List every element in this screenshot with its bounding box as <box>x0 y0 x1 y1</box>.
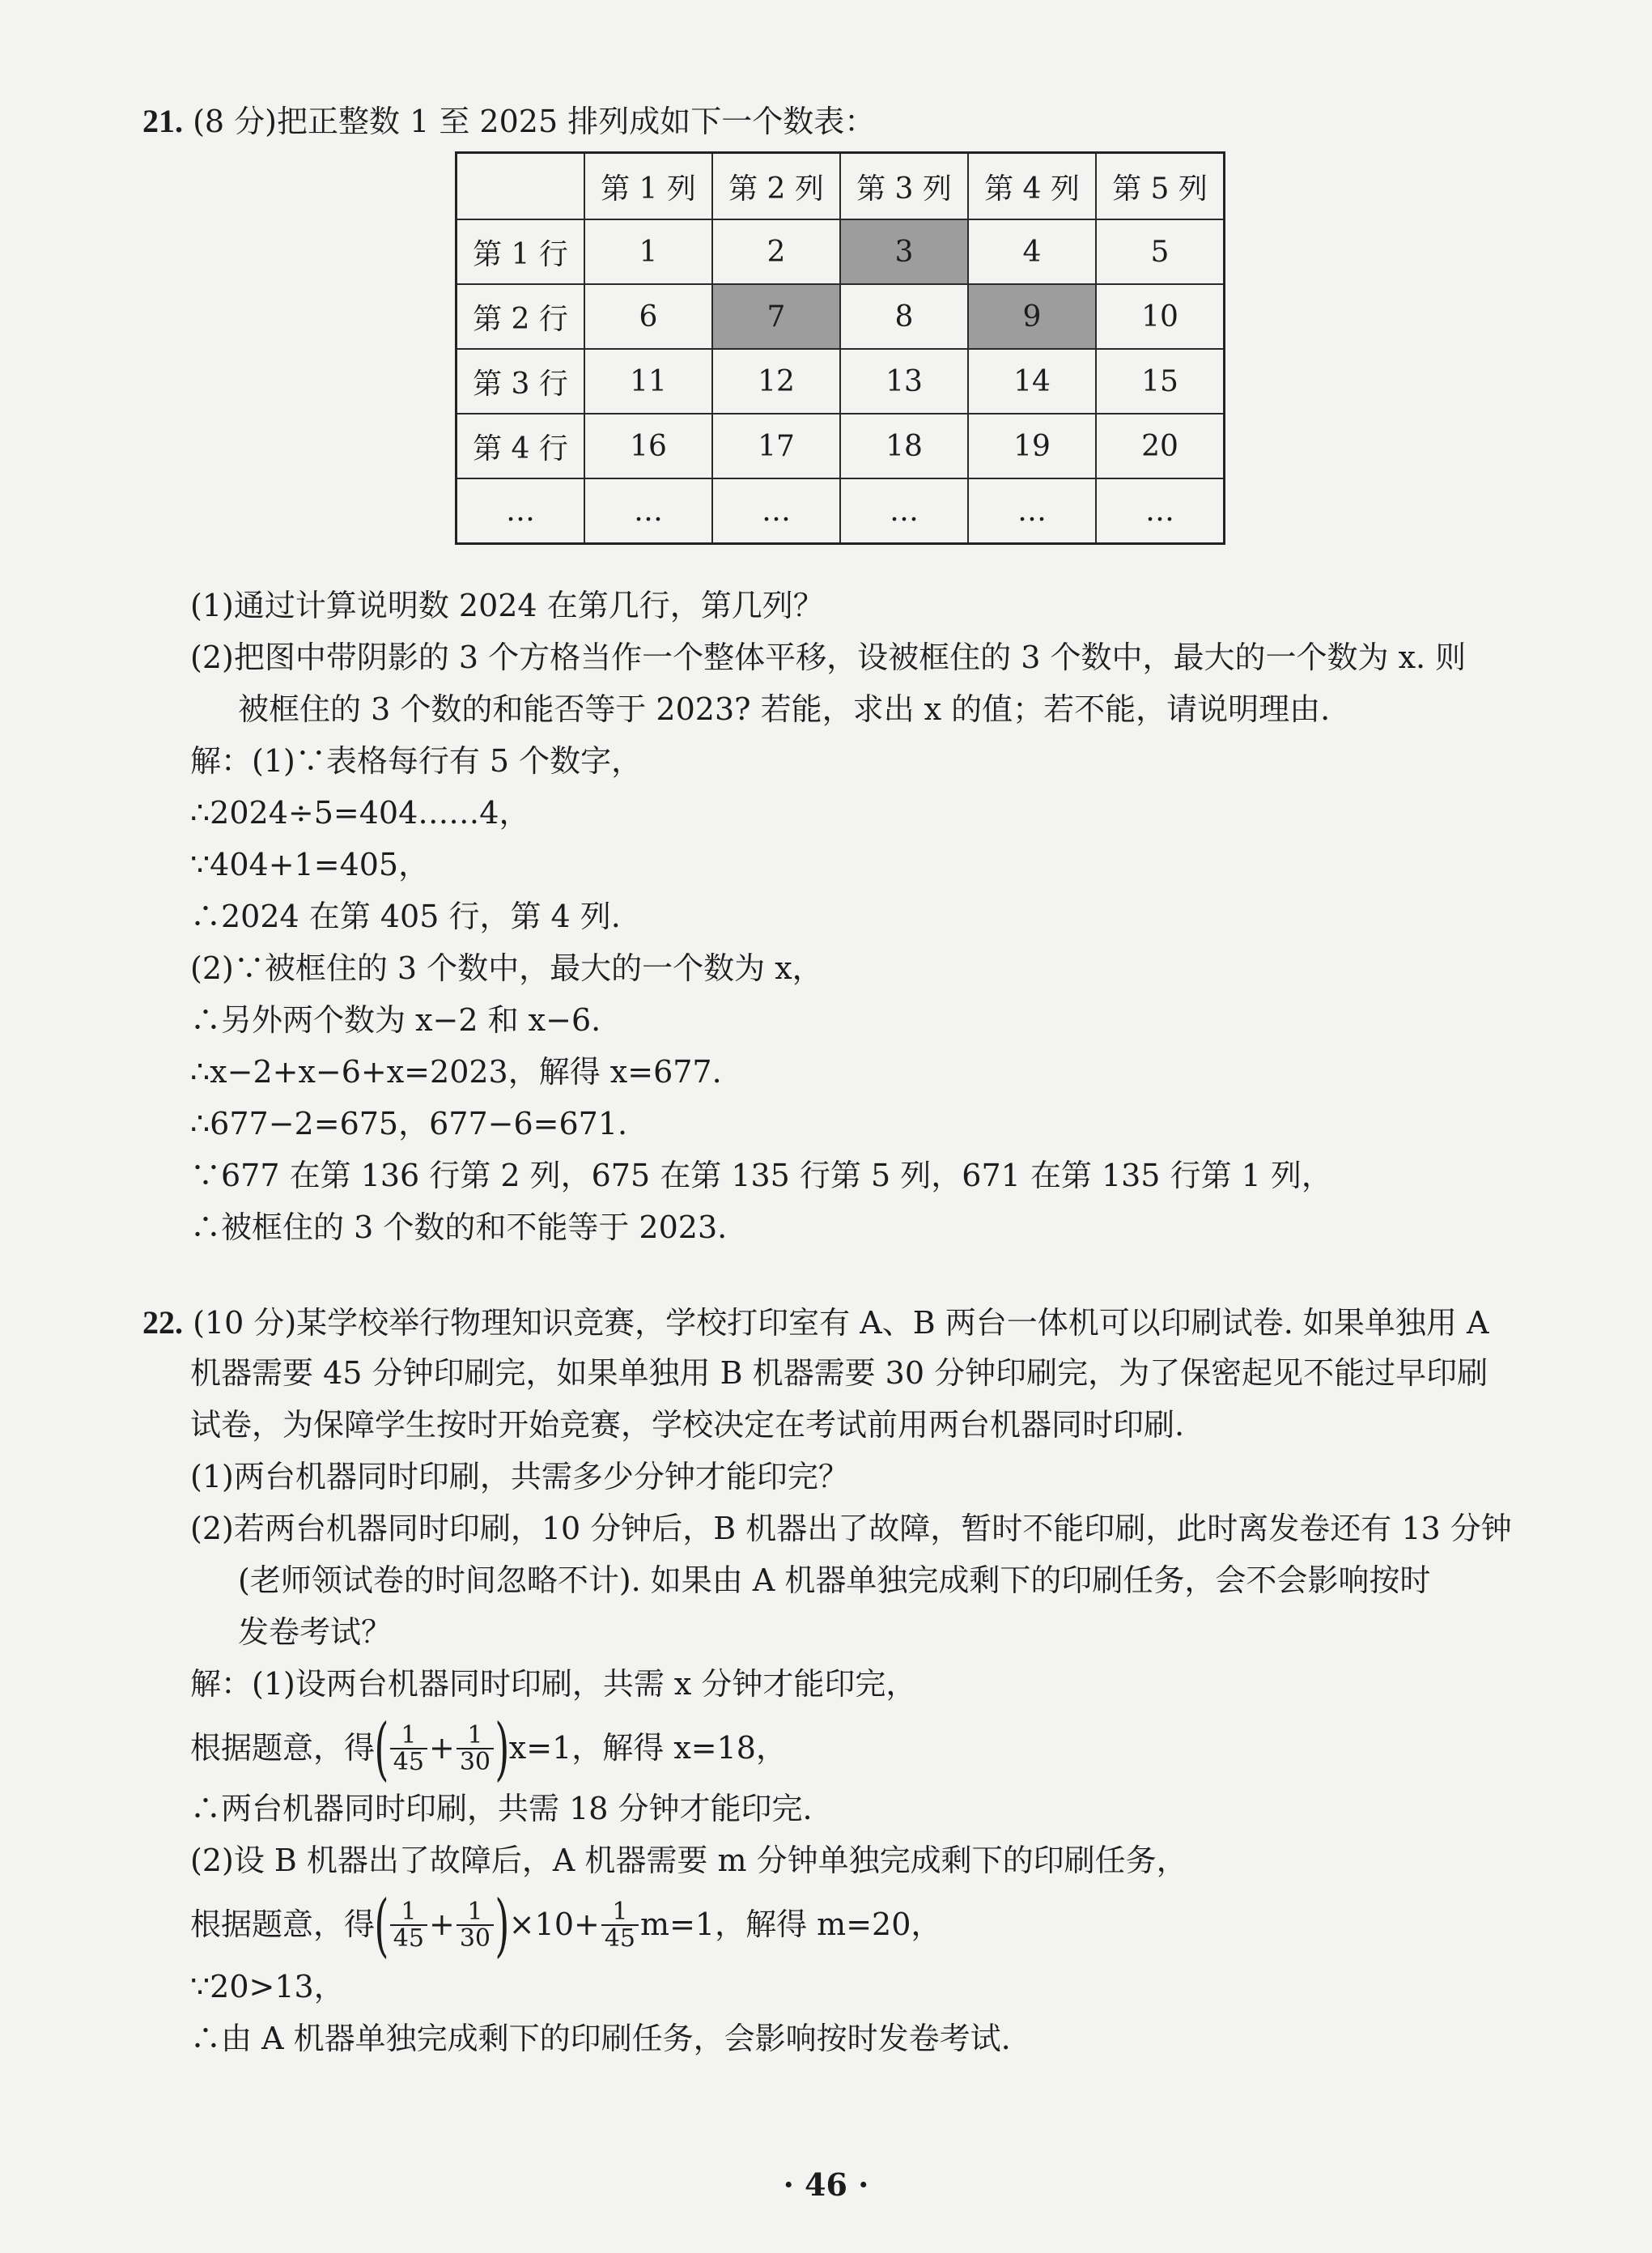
row-header-cell: 第 3 行 <box>457 349 585 414</box>
q22-equation-1 <box>190 1709 787 1788</box>
equation-suffix: m=1，解得 m=20， <box>640 1907 942 1943</box>
plus-sign: + <box>428 1907 455 1943</box>
table-row <box>457 219 1225 284</box>
q22-intro-line1 <box>142 1303 1488 1342</box>
shaded-cell: 7 <box>712 284 840 349</box>
row-header-cell: 第 2 行 <box>457 284 585 349</box>
fraction-denominator: 30 <box>459 1748 491 1776</box>
ellipsis-cell: … <box>1096 478 1225 544</box>
q22-solution-line: ∴两台机器同时印刷，共需 18 分钟才能印完. <box>190 1791 813 1826</box>
equation-prefix: 根据题意，得 <box>190 1730 376 1766</box>
q21-solution-line: (2)∵被框住的 3 个数中，最大的一个数为 x， <box>190 950 823 986</box>
q21-solution-line: ∴被框住的 3 个数的和不能等于 2023. <box>190 1209 728 1245</box>
q21-solution-line: ∴另外两个数为 x−2 和 x−6. <box>190 1002 601 1038</box>
q22-part2-line3: 发卷考试？ <box>238 1614 393 1650</box>
ellipsis-cell: … <box>457 478 585 544</box>
q22-part2-line1: (2)若两台机器同时印刷，10 分钟后，B 机器出了故障，暂时不能印刷，此时离发卷还有 13 分钟 <box>190 1511 1512 1546</box>
fraction <box>601 1899 639 1952</box>
ellipsis-cell: … <box>840 478 968 544</box>
table-cell: 6 <box>584 284 712 349</box>
q21-solution-line: ∴x−2+x−6+x=2023，解得 x=677. <box>190 1054 722 1090</box>
right-paren: ) <box>495 1885 510 1965</box>
fraction-denominator: 45 <box>393 1924 424 1953</box>
fraction-numerator: 1 <box>601 1899 639 1927</box>
row-header-cell: 第 1 行 <box>457 219 585 284</box>
fraction-denominator: 45 <box>604 1924 636 1953</box>
table-row <box>457 284 1225 349</box>
q21-number: 21. <box>142 103 183 139</box>
table-cell: 11 <box>584 349 712 414</box>
shaded-cell: 3 <box>840 219 968 284</box>
table-row <box>457 478 1225 544</box>
q22-solution-line: (2)设 B 机器出了故障后，A 机器需要 m 分钟单独完成剩下的印刷任务， <box>190 1843 1187 1878</box>
table-cell: 20 <box>1096 414 1225 478</box>
table-cell: 10 <box>1096 284 1225 349</box>
q21-solution-line: ∴2024 在第 405 行，第 4 列. <box>190 899 621 934</box>
table-header-cell: 第 3 列 <box>840 153 968 220</box>
left-paren: ( <box>374 1709 389 1788</box>
table-cell: 18 <box>840 414 968 478</box>
q21-part2-line1: (2)把图中带阴影的 3 个方格当作一个整体平移，设被框住的 3 个数中，最大的一个数为 x. 则 <box>190 640 1467 675</box>
plus-sign: + <box>428 1730 455 1766</box>
ellipsis-cell: … <box>584 478 712 544</box>
q22-part1: (1)两台机器同时印刷，共需多少分钟才能印完？ <box>190 1459 849 1494</box>
q22-intro-line3: 试卷，为保障学生按时开始竞赛，学校决定在考试前用两台机器同时印刷. <box>190 1407 1185 1443</box>
q21-part2-line2: 被框住的 3 个数的和能否等于 2023? 若能，求出 x 的值；若不能，请说明理由. <box>238 691 1331 727</box>
table-cell: 19 <box>968 414 1096 478</box>
q22-part2-line2: (老师领试卷的时间忽略不计). 如果由 A 机器单独完成剩下的印刷任务，会不会影响按时 <box>238 1562 1431 1598</box>
table-header-cell: 第 2 列 <box>712 153 840 220</box>
page-number: · 46 · <box>783 2166 869 2203</box>
q21-solution-line: ∵404+1=405， <box>190 847 430 882</box>
table-cell: 4 <box>968 219 1096 284</box>
fraction-numerator: 1 <box>457 1723 494 1750</box>
fraction-numerator: 1 <box>457 1899 494 1927</box>
equation-middle: ×10+ <box>508 1907 600 1943</box>
q22-solution-line: ∵20>13， <box>190 1969 345 2004</box>
table-header-cell: 第 1 列 <box>584 153 712 220</box>
fraction <box>457 1899 494 1952</box>
fraction-numerator: 1 <box>390 1899 427 1927</box>
fraction-numerator: 1 <box>390 1723 427 1750</box>
q22-equation-2 <box>190 1885 942 1965</box>
table-header-cell: 第 4 列 <box>968 153 1096 220</box>
table-header-row <box>457 153 1225 220</box>
q21-solution-line: 解：(1)∵表格每行有 5 个数字， <box>190 743 643 779</box>
ellipsis-cell: … <box>712 478 840 544</box>
table-cell: 1 <box>584 219 712 284</box>
q21-intro-line <box>142 102 875 141</box>
fraction <box>390 1720 427 1776</box>
q22-intro-line2: 机器需要 45 分钟印刷完，如果单独用 B 机器需要 30 分钟印刷完，为了保密起见不能过早印刷 <box>190 1355 1488 1391</box>
table-cell: 15 <box>1096 349 1225 414</box>
table-cell: 17 <box>712 414 840 478</box>
number-table <box>455 151 1225 545</box>
fraction <box>390 1899 427 1952</box>
q21-solution-line: ∴2024÷5=404……4， <box>190 795 530 831</box>
ellipsis-cell: … <box>968 478 1096 544</box>
table-cell: 2 <box>712 219 840 284</box>
shaded-cell: 9 <box>968 284 1096 349</box>
q22-number: 22. <box>142 1304 183 1341</box>
fraction-denominator: 45 <box>393 1748 424 1776</box>
table-row <box>457 349 1225 414</box>
table-header-cell: 第 5 列 <box>1096 153 1225 220</box>
equation-prefix: 根据题意，得 <box>190 1907 376 1943</box>
fraction-denominator: 30 <box>459 1924 491 1953</box>
table-cell <box>457 153 585 220</box>
table-row <box>457 414 1225 478</box>
q21-solution-line: ∴677−2=675，677−6=671. <box>190 1106 628 1141</box>
table-cell: 12 <box>712 349 840 414</box>
right-paren: ) <box>495 1709 510 1788</box>
q22-solution-line: 解：(1)设两台机器同时印刷，共需 x 分钟才能印完， <box>190 1666 917 1702</box>
row-header-cell: 第 4 行 <box>457 414 585 478</box>
fraction <box>457 1720 494 1776</box>
table-cell: 8 <box>840 284 968 349</box>
table-cell: 13 <box>840 349 968 414</box>
q21-solution-line: ∵677 在第 136 行第 2 列，675 在第 135 行第 5 列，671 在第 135 行第 1 列， <box>190 1158 1332 1193</box>
q21-intro: (8 分)把正整数 1 至 2025 排列成如下一个数表： <box>193 104 876 139</box>
left-paren: ( <box>374 1885 389 1965</box>
table-cell: 14 <box>968 349 1096 414</box>
equation-suffix: x=1，解得 x=18， <box>508 1730 787 1766</box>
table-cell: 16 <box>584 414 712 478</box>
table-cell: 5 <box>1096 219 1225 284</box>
q21-part1: (1)通过计算说明数 2024 在第几行，第几列？ <box>190 588 824 623</box>
q22-solution-line: ∴由 A 机器单独完成剩下的印刷任务，会影响按时发卷考试. <box>190 2021 1011 2056</box>
q22-intro-text: (10 分)某学校举行物理知识竞赛，学校打印室有 A、B 两台一体机可以印刷试卷. 如果单独用 A <box>193 1305 1489 1341</box>
